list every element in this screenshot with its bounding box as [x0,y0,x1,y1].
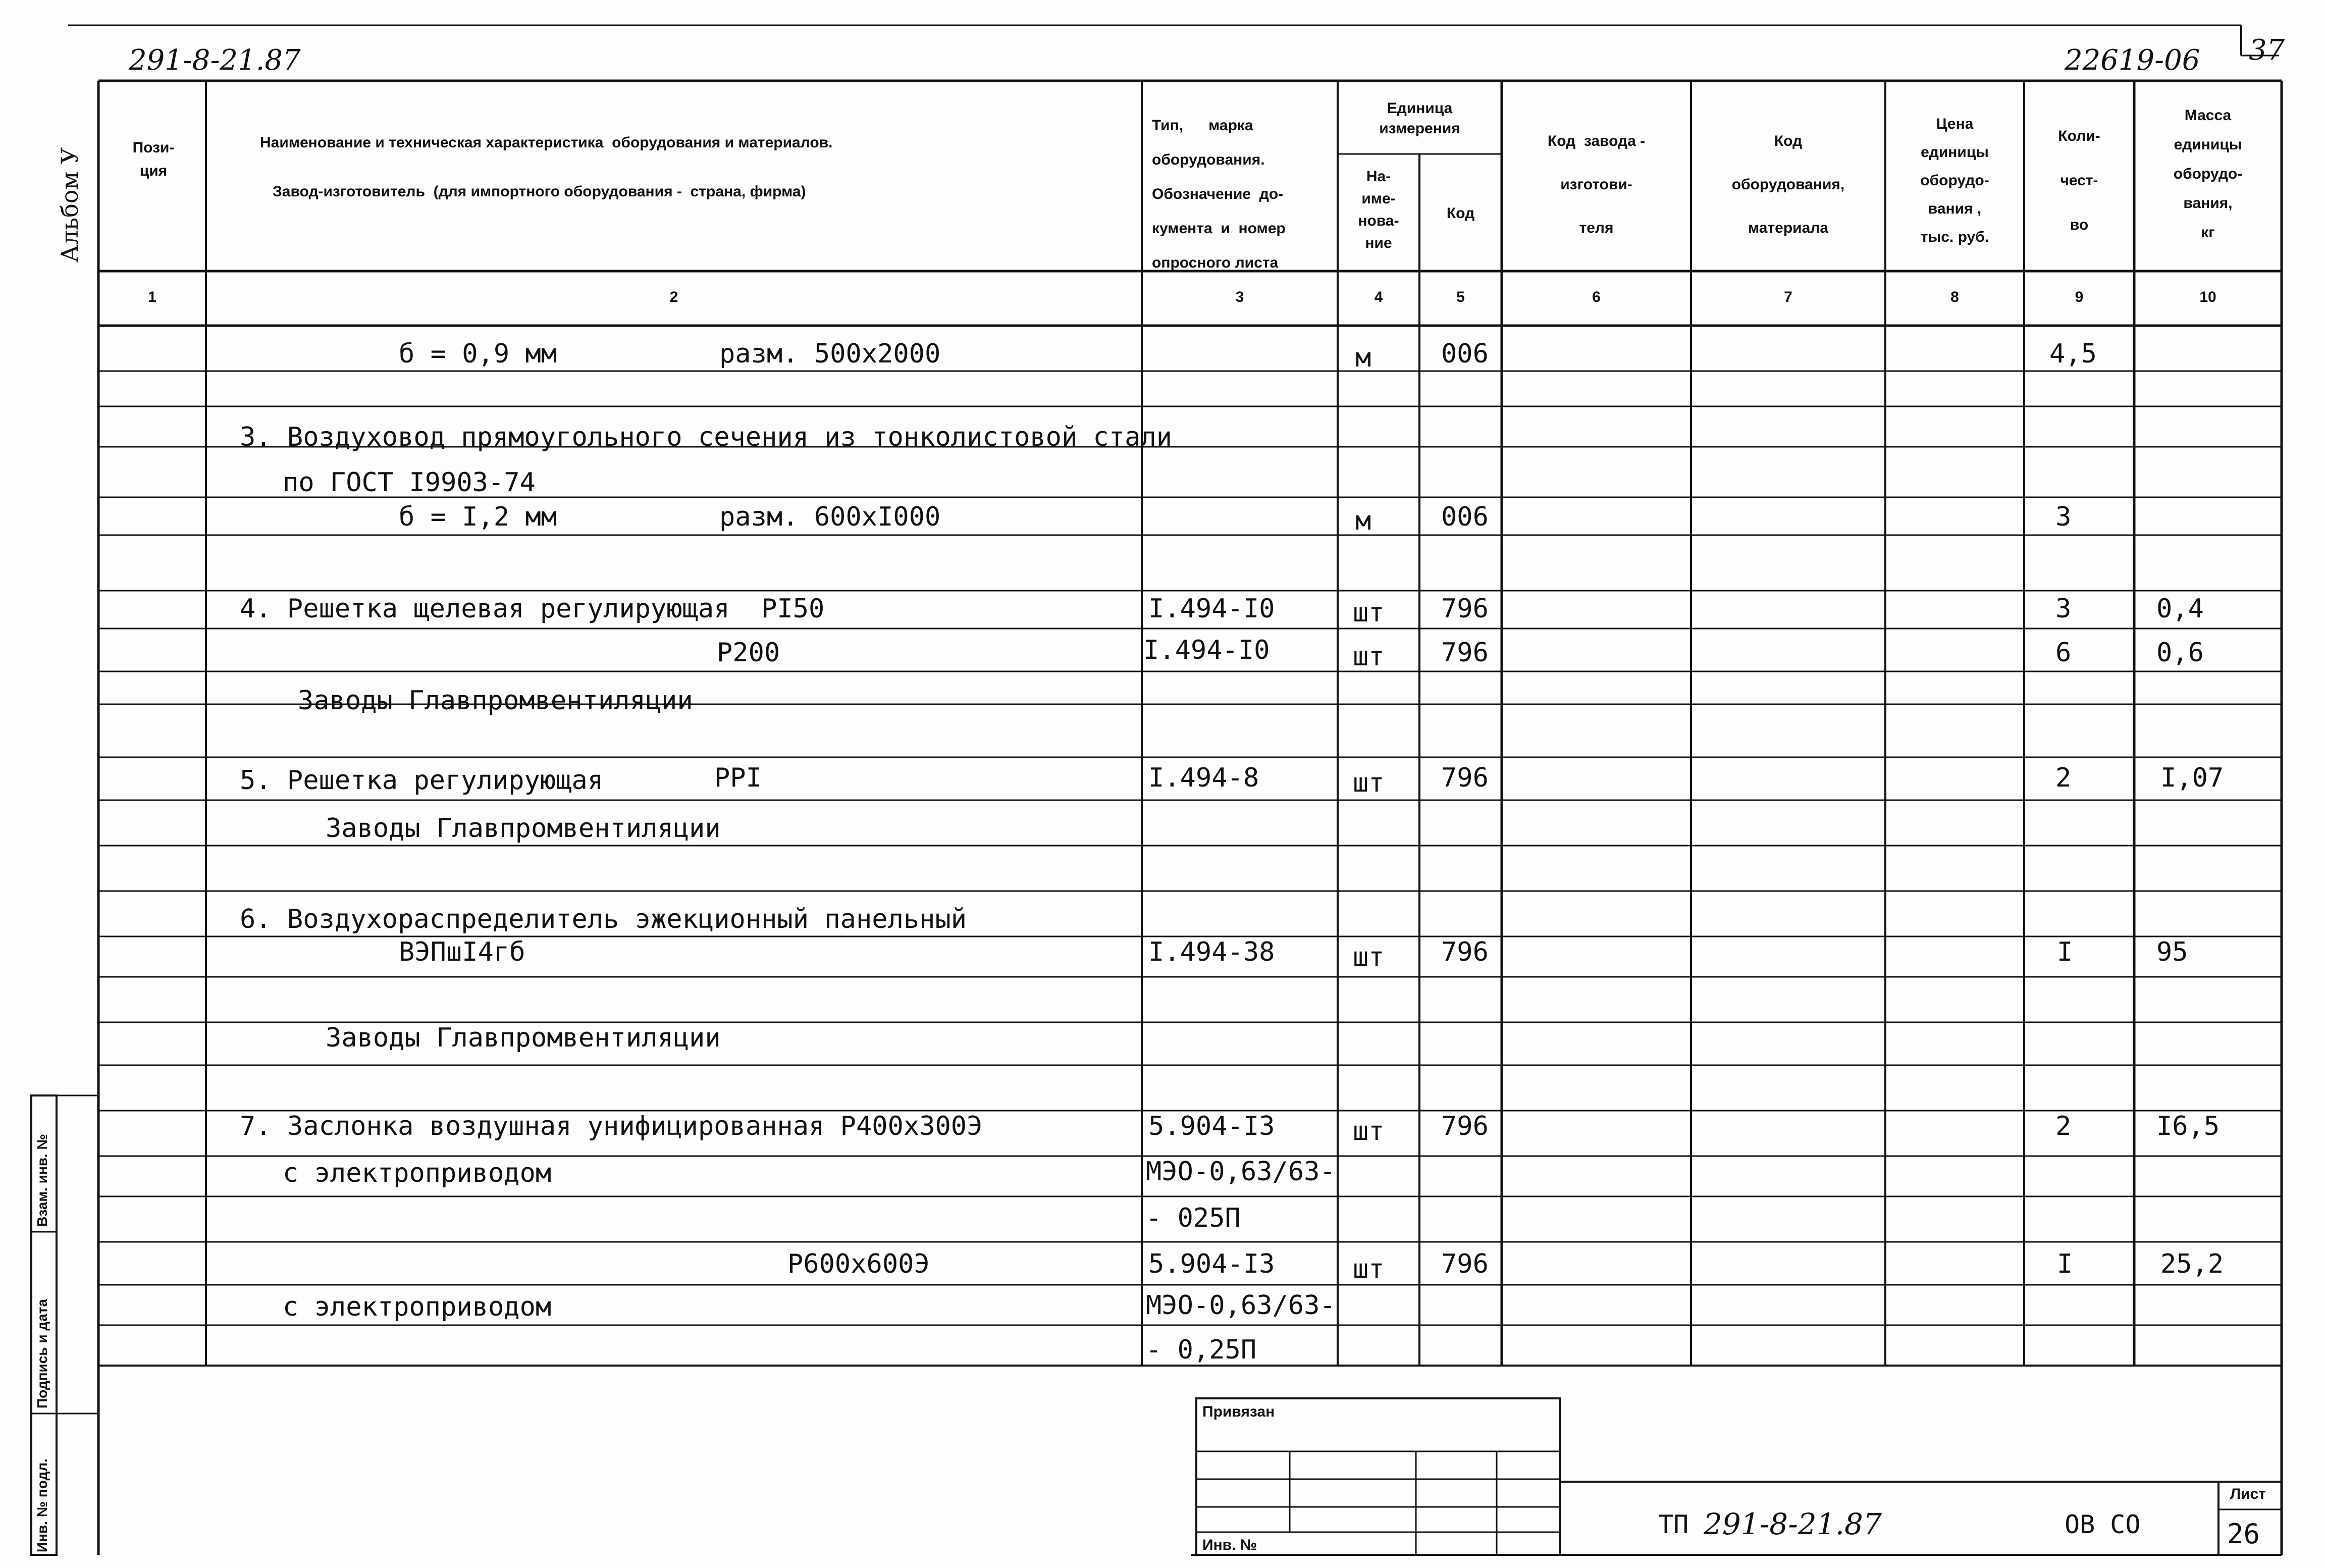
col-number-8: 8 [1950,289,1959,305]
col-header-quantity: Коли- чест- во [2058,128,2100,233]
row-mass: 0,6 [2156,638,2204,668]
row-type: 5.904-I3 [1148,1111,1275,1141]
row-name: P200 [717,638,780,668]
row-quantity: 4,5 [2049,339,2097,369]
row-unit-code: 796 [1441,937,1489,967]
row-unit-code: 006 [1441,502,1489,532]
row-name: Заводы Главпромвентиляции [326,813,721,844]
row-name: 5. Решетка регулирующая [240,765,604,796]
row-unit: м [1355,506,1371,536]
stamp-inv-label: Инв. № [1202,1537,1257,1553]
row-name: по ГОСТ I9903-74 [283,467,536,498]
stamp-tp-prefix: ТП [1658,1510,1689,1539]
vzam-inv-label: Взам. инв. № [34,1134,50,1227]
col-header-plant-code: Код завода - изготови- теля [1547,133,1646,236]
signature-date-label: Подпись и дата [34,1299,50,1408]
col-header-mass: Масса единицы оборудо- вания, кг [2173,107,2243,241]
row-type: I.494-I0 [1148,594,1275,624]
col-number-2: 2 [669,289,678,305]
stamp-list-label: Лист [2230,1486,2266,1502]
row-name: 7. Заслонка воздушная унифицированная P400x300Э [240,1111,983,1141]
stamp-list-number: 26 [2227,1518,2260,1550]
row-name: Заводы Главпромвентиляции [298,686,693,716]
row-name: б = I,2 мм [399,502,557,532]
row-unit-code: 796 [1441,1111,1489,1141]
row-name-size: разм. 600хI000 [719,502,941,532]
row-name: с электроприводом [283,1158,552,1188]
col-number-4: 4 [1374,289,1383,305]
row-mass: I6,5 [2156,1111,2220,1141]
row-unit-code: 006 [1441,339,1489,369]
col-header-unit-code: Код [1446,205,1475,222]
col-header-name-line2: Завод-изготовитель (для импортного оборудования - страна, фирма) [273,183,806,200]
row-unit-code: 796 [1441,594,1489,624]
col-header-name-line1: Наименование и техническая характеристика оборудования и материалов. [260,134,833,151]
row-type: МЭО-0,63/63- [1146,1290,1336,1321]
row-type: - 025П [1146,1203,1241,1233]
col-header-position: Пози- ция [132,139,175,179]
row-unit-code: 796 [1441,1249,1489,1279]
row-mass: 95 [2156,937,2188,967]
row-mass: 0,4 [2156,594,2204,624]
row-mass: 25,2 [2160,1249,2224,1279]
row-type: I.494-8 [1148,763,1259,793]
col-number-3: 3 [1235,289,1244,305]
row-quantity: 2 [2055,763,2072,793]
row-quantity: I [2057,937,2073,967]
col-header-type: Тип, марка оборудования. Обозначение до- кумента и номер опросного листа [1152,117,1286,271]
row-name: с электроприводом [283,1292,552,1322]
row-mass: I,07 [2160,763,2224,793]
row-unit: м [1355,343,1371,373]
col-header-equipment-code: Код оборудования, материала [1731,133,1845,236]
row-type: I.494-38 [1148,937,1275,967]
row-quantity: 2 [2055,1111,2072,1141]
row-name-size: разм. 500х2000 [719,339,941,369]
row-unit: шт [1353,1254,1385,1284]
row-quantity: 3 [2055,594,2072,624]
row-unit-code: 796 [1441,638,1489,668]
album-label: Альбом У [56,147,83,263]
row-name: 4. Решетка щелевая регулирующая PI50 [240,594,825,624]
col-number-9: 9 [2075,289,2084,305]
inv-podl-label: Инв. № подл. [34,1458,50,1552]
row-quantity: 6 [2055,638,2072,668]
page-number-top: 37 [2249,34,2285,67]
col-number-1: 1 [148,289,156,305]
row-type: 5.904-I3 [1148,1249,1275,1279]
row-name: 3. Воздуховод прямоугольного сечения из тонколистовой стали [240,422,1173,452]
inventory-number-top-right: 22619-06 [2065,44,2200,77]
row-type: - 0,25П [1146,1335,1257,1365]
row-quantity: I [2057,1249,2073,1279]
row-unit: шт [1353,598,1385,628]
row-unit: шт [1353,642,1385,672]
row-type: I.494-I0 [1143,635,1270,665]
row-quantity: 3 [2055,502,2072,532]
row-name: P600x600Э [787,1249,930,1279]
col-number-6: 6 [1592,289,1601,305]
col-number-10: 10 [2199,289,2216,305]
row-name: ВЭПшI4гб [399,937,525,967]
row-type: МЭО-0,63/63- [1146,1157,1336,1187]
row-unit: шт [1353,942,1385,972]
row-unit: шт [1353,1116,1385,1146]
col-header-unit-price: Цена единицы оборудо- вания , тыс. руб. [1920,116,1989,245]
row-name-mark: PPI [714,763,762,793]
row-name: б = 0,9 мм [399,339,557,369]
row-name: Заводы Главпромвентиляции [326,1023,721,1053]
col-number-7: 7 [1784,289,1792,305]
row-name: 6. Воздухораспределитель эжекционный панельный [240,904,967,934]
col-number-5: 5 [1456,289,1465,305]
stamp-privyazan-label: Привязан [1202,1403,1275,1420]
col-header-unit: Единица измерения [1379,100,1460,137]
drawing-code-top-left: 291-8-21.87 [129,44,301,77]
row-unit-code: 796 [1441,763,1489,793]
col-header-unit-name: На- име- нова- ние [1358,168,1399,251]
row-unit: шт [1353,768,1385,798]
stamp-tp-code: 291-8-21.87 [1704,1507,1882,1541]
stamp-ov-co: ОВ СО [2065,1510,2141,1539]
